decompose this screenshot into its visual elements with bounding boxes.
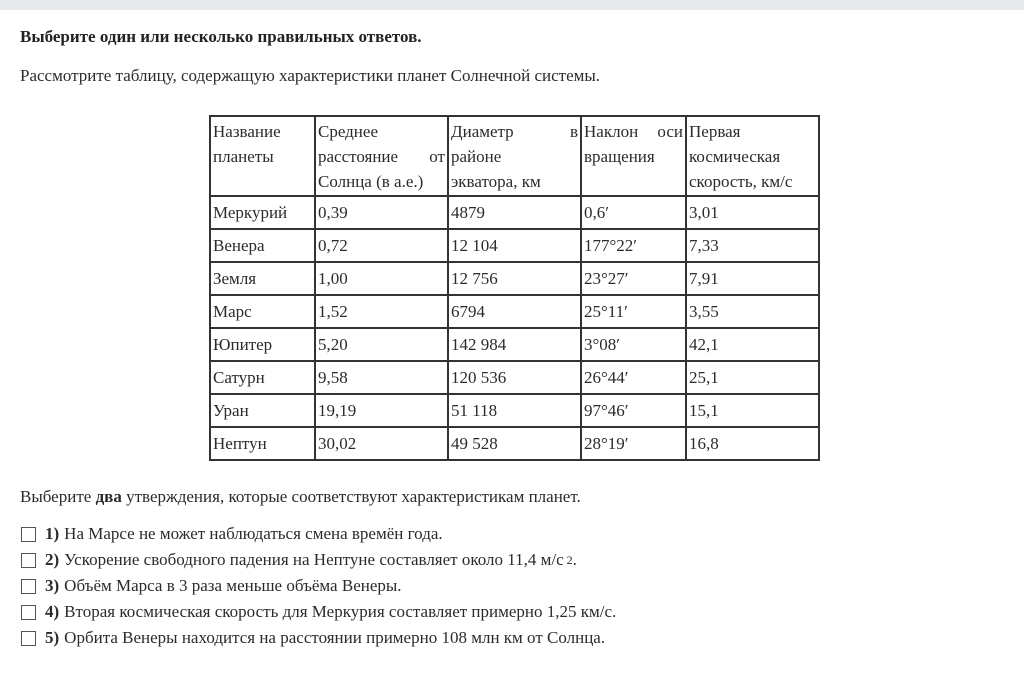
header-distance-line-spread — [318, 144, 445, 169]
header-distance — [315, 116, 448, 196]
cell-tilt: 0,6′ — [581, 196, 686, 229]
cell-distance: 1,52 — [315, 295, 448, 328]
cell-speed: 7,33 — [686, 229, 819, 262]
table-row — [210, 229, 819, 262]
cell-name: Венера — [210, 229, 315, 262]
header-tilt — [581, 116, 686, 196]
cell-diameter: 12 104 — [448, 229, 581, 262]
header-name — [210, 116, 315, 196]
cell-tilt: 25°11′ — [581, 295, 686, 328]
intro-text: Рассмотрите таблицу, содержащую характеристики планет Солнечной системы. — [20, 66, 601, 85]
cell-distance: 9,58 — [315, 361, 448, 394]
word: расстояние — [318, 147, 399, 166]
answer-option-5[interactable] — [21, 625, 616, 651]
table-row — [210, 262, 819, 295]
cell-speed: 3,01 — [686, 196, 819, 229]
planets-table — [209, 115, 820, 461]
table-row — [210, 196, 819, 229]
word: в — [569, 122, 578, 141]
question-before: Выберите — [20, 487, 96, 506]
cell-tilt: 177°22′ — [581, 229, 686, 262]
header-distance-line: Среднее — [318, 122, 378, 141]
cell-name: Уран — [210, 394, 315, 427]
cell-diameter: 142 984 — [448, 328, 581, 361]
option-text: Объём Марса в 3 раза меньше объёма Венеры. — [64, 576, 402, 595]
answer-option-4[interactable] — [21, 599, 616, 625]
word: Наклон — [584, 122, 639, 141]
question-text — [20, 487, 581, 507]
cell-speed: 16,8 — [686, 427, 819, 460]
cell-diameter: 6794 — [448, 295, 581, 328]
option-superscript: 2 — [566, 552, 573, 567]
cell-diameter: 51 118 — [448, 394, 581, 427]
header-diameter-line: экватора, км — [451, 172, 541, 191]
header-name-line: планеты — [213, 147, 274, 166]
cell-speed: 25,1 — [686, 361, 819, 394]
option-tail: . — [572, 550, 577, 569]
header-speed-line: космическая — [689, 147, 781, 166]
cell-name: Марс — [210, 295, 315, 328]
table-row — [210, 295, 819, 328]
cell-speed: 7,91 — [686, 262, 819, 295]
header-name-line: Название — [213, 122, 281, 141]
option-text: На Марсе не может наблюдаться смена времён года. — [64, 524, 443, 543]
cell-speed: 42,1 — [686, 328, 819, 361]
cell-distance: 19,19 — [315, 394, 448, 427]
word: от — [429, 147, 445, 166]
cell-speed: 15,1 — [686, 394, 819, 427]
checkbox[interactable] — [21, 579, 36, 594]
cell-tilt: 23°27′ — [581, 262, 686, 295]
table-row — [210, 394, 819, 427]
cell-tilt: 28°19′ — [581, 427, 686, 460]
option-number: 3) — [45, 576, 60, 595]
cell-name: Нептун — [210, 427, 315, 460]
cell-name: Сатурн — [210, 361, 315, 394]
cell-tilt: 3°08′ — [581, 328, 686, 361]
cell-name: Юпитер — [210, 328, 315, 361]
option-number: 5) — [45, 628, 60, 647]
question-bold: два — [95, 487, 122, 506]
cell-diameter: 49 528 — [448, 427, 581, 460]
instruction-text: Выберите один или несколько правильных ответов. — [20, 27, 422, 46]
cell-diameter: 4879 — [448, 196, 581, 229]
option-number: 1) — [45, 524, 60, 543]
answer-option-2[interactable] — [21, 547, 616, 573]
table-header-row — [210, 116, 819, 196]
top-bar — [0, 0, 1024, 10]
checkbox[interactable] — [21, 605, 36, 620]
answer-options — [21, 521, 616, 651]
question-after: утверждения, которые соответствуют характеристикам планет. — [121, 487, 581, 506]
header-tilt-line-spread — [584, 119, 683, 144]
table-body — [210, 196, 819, 460]
header-diameter-line-spread — [451, 119, 578, 144]
cell-name: Меркурий — [210, 196, 315, 229]
cell-diameter: 120 536 — [448, 361, 581, 394]
table-row — [210, 361, 819, 394]
cell-distance: 1,00 — [315, 262, 448, 295]
word: оси — [657, 122, 683, 141]
cell-distance: 0,39 — [315, 196, 448, 229]
cell-name: Земля — [210, 262, 315, 295]
header-speed — [686, 116, 819, 196]
table-row — [210, 328, 819, 361]
cell-speed: 3,55 — [686, 295, 819, 328]
cell-diameter: 12 756 — [448, 262, 581, 295]
table-row — [210, 427, 819, 460]
header-speed-line: скорость, км/с — [689, 172, 793, 191]
header-distance-line: Солнца (в а.е.) — [318, 172, 424, 191]
header-tilt-line: вращения — [584, 147, 655, 166]
option-text: Ускорение свободного падения на Нептуне составляет около 11,4 м/с — [64, 550, 564, 569]
header-speed-line: Первая — [689, 122, 741, 141]
cell-distance: 30,02 — [315, 427, 448, 460]
header-diameter — [448, 116, 581, 196]
answer-option-3[interactable] — [21, 573, 616, 599]
cell-distance: 5,20 — [315, 328, 448, 361]
cell-distance: 0,72 — [315, 229, 448, 262]
word: Диаметр — [451, 122, 514, 141]
option-number: 2) — [45, 550, 60, 569]
checkbox[interactable] — [21, 527, 36, 542]
checkbox[interactable] — [21, 553, 36, 568]
header-diameter-line: районе — [451, 147, 502, 166]
cell-tilt: 97°46′ — [581, 394, 686, 427]
option-text: Орбита Венеры находится на расстоянии примерно 108 млн км от Солнца. — [64, 628, 606, 647]
option-text: Вторая космическая скорость для Меркурия составляет примерно 1,25 км/с. — [64, 602, 617, 621]
cell-tilt: 26°44′ — [581, 361, 686, 394]
option-number: 4) — [45, 602, 60, 621]
answer-option-1[interactable] — [21, 521, 616, 547]
checkbox[interactable] — [21, 631, 36, 646]
